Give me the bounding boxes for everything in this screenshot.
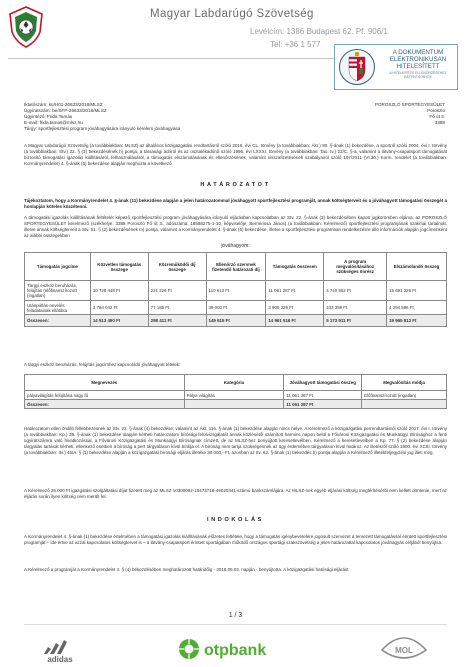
column-header: Közvetlen támogatás összege — [90, 253, 148, 281]
table-cell: Tárgyi eszköz beruházás, felújítás (előfinanszírozott (ingatlan) — [25, 281, 91, 301]
recipient-postcode: 3388 — [434, 120, 445, 126]
items-intro: A tárgyi eszköz beruházás, felújítás jogcímhez kapcsolódó jóváhagyott tételek: — [24, 362, 181, 367]
table-cell: 11 061 287 Ft — [284, 391, 362, 400]
subject-line: Tárgy: sportfejlesztési program jóváhagyására irányuló kérelem jóváhagyása — [24, 126, 181, 132]
decision-notice: Tájékoztatom, hogy a Kormányrendelet 4. §-ának (11) bekezdése alapján a jelen határozatommal jóváhagyott sportfejlesztési programját, annak költségterveit és a jóváhagyott támogatási összegét a honlapján köteles közzétenni. — [24, 198, 447, 210]
reasoning-paragraph-1: A Kormányrendelet 4. §-ának (1) bekezdése értelmében a támogatási igazolás kiállításának előzetes feltétele, hogy a támogatás igénybevételére jogosult szervezet a tervezett támogatással érintett sportfejlesztési programját – ide értve az azzal kapcsolatos költségtervet is – a látvány-csapatsport érintett sportágában működő országos sportági szakszövetség a jelen határozattal kapcsolatos jóváhagyás céljából benyújtsa. — [24, 534, 447, 546]
table-cell: Összesen: — [25, 315, 91, 327]
approved-amounts-table — [24, 252, 447, 327]
table-cell: 11 061 287 Ft — [284, 400, 362, 409]
table-cell: 4 294 586 Ft — [387, 301, 447, 315]
table-cell: 19 965 812 Ft — [387, 315, 447, 327]
header-divider — [8, 58, 334, 59]
column-header: Megnevezés — [25, 375, 185, 391]
table-cell: 4 740 552 Ft — [324, 281, 387, 301]
svg-text:adidas: adidas — [47, 655, 73, 664]
table-cell: 298 411 Ft — [148, 315, 206, 327]
table-cell: 39 002 Ft — [206, 301, 266, 315]
table-cell: pályavilágítás felújítása nagy fű — [25, 391, 185, 400]
page-number: 1 / 3 — [228, 612, 243, 619]
reasoning-title: INDOKOLÁS — [207, 517, 264, 523]
column-header: Megvalósítás módja — [362, 375, 447, 391]
column-header: Közreműködői díj összege — [148, 253, 206, 281]
table-header-row — [25, 375, 447, 391]
svg-text:MOL: MOL — [395, 646, 413, 655]
svg-text:otpbank: otpbank — [204, 642, 267, 659]
approved-label: jóváhagyom: — [221, 243, 250, 249]
table-cell: 14 961 516 Ft — [266, 315, 324, 327]
table-cell: 11 061 287 Ft — [266, 281, 324, 301]
column-header: Kategória — [184, 375, 284, 391]
decision-paragraph: A támogatási igazolás kiállításának feltételét képező sportfejlesztési program jóváhagyására irányuló eljárásban kapcsolatban az Stv. 22. §-ának (3) bekezdésében kapott jogkörömben eljárva, az POROSZLÓ SPORTEGYESÜLET kérelmező (székhelye: 3388 Poroszló Fő út 3., adószáma: 18588275-1-10, képviselője: Bernerissa János) (a továbbiakban: Kérelmező) sportfejlesztési programjának szakmai tartalmát, illetve annak költségterveit a Stv. 51. § (2) bekezdésének m) pontja, valamint a Kormányrendelet 4. §-ának (5) bekezdése, illetve a sportfejlesztési programban rendelkezésre álló információk alapján jogcímenként az alábbi összegekben — [24, 215, 447, 239]
table-cell: 149 615 Ft — [206, 315, 266, 327]
coat-of-arms-icon — [338, 48, 376, 86]
table-cell: 221 226 Ft — [148, 281, 206, 301]
fee-paragraph: A Kérelmező 25.000 Ft igazgatási szolgáltatási díjat fizetett meg az MLSZ 10300002-10473718-49020341 számú bankszámlájára. Az MLSZ-nek egyéb eljárási költség megtérítésérõl nem kellett döntenie, mert az eljárás során ilyen költség nem merült fel. — [24, 488, 447, 500]
intro-paragraph: A Magyar Labdarúgó Szövetség (a továbbiakban: MLSZ) az általános közigazgatási rendtartásról szóló 2016. évi CL. törvény (a továbbiakban: Ákr.) 80. §-ának (1) bekezdése, a sportról szóló 2004. évi I. törvény (a továbbiakban: Stv.) 22. § (3) bekezdésének h) pontja, a társasági adóról és az osztalékadóról szóló 1996. évi LXXXI. törvény (a továbbiakban: Tao. tv.) 22/C. §-a, valamint a látvány-csapatsport támogatását biztosító támogatási igazolás kiállításáról, felhasználásáról, a támogatás elszámolásának és ellenőrzésének, valamint visszafizetésének szabályairól szóló 107/2011 (VI.30.) Korm. rendelet (a továbbiakban: Kormányrendelet) 4. §-ának (5) bekezdése alapján meghozta a következő — [24, 143, 447, 167]
column-header: Támogatás jogcíme — [25, 253, 91, 281]
case-officer: Ügyintéző: Frida Tamás — [24, 114, 73, 120]
column-header: A program megvalósításához szükséges önrész — [324, 253, 387, 281]
table-cell: 14 513 490 Ft — [90, 315, 148, 327]
organization-name: Magyar Labdarúgó Szövetség — [150, 8, 314, 20]
table-total-row — [25, 400, 447, 409]
table-cell: Előfinanszírozott (ingatlan) — [362, 391, 447, 400]
reference-details — [24, 102, 254, 132]
column-header: Ellenőrző szervnek fizetendő határozati díj — [206, 253, 266, 281]
contact-email[interactable]: E-mail: frida.tamas@mlsz.hu — [24, 120, 83, 126]
case-number: Ügyiratszám: be/SFP-26633/2018/MLSZ — [24, 108, 107, 114]
table-cell: Összesen: — [25, 400, 185, 409]
authentication-stamp[interactable] — [334, 44, 458, 90]
column-header: Jóváhagyott támogatási összeg — [284, 375, 362, 391]
table-cell: 110 613 Ft — [206, 281, 266, 301]
table-cell: 3 784 042 Ft — [90, 301, 148, 315]
adidas-logo — [30, 640, 90, 664]
footer-divider — [24, 624, 447, 625]
table-row — [25, 301, 447, 315]
table-row — [25, 281, 447, 301]
table-cell — [362, 400, 447, 409]
decision-title: HATÁROZATOT — [200, 182, 271, 188]
recipient-name: POROSZLÓ SPORTEGYESÜLET — [374, 102, 445, 107]
otpbank-logo — [177, 635, 297, 663]
table-header-row — [25, 253, 447, 281]
table-cell: 77 185 Ft — [148, 301, 206, 315]
reasoning-paragraph-2: A Kérelmező a programját a Kormányrendelet 4. § (4) bekezdésében meghatározott határidőig - 2018.05.02. napján - benyújtotta. A közigazgatási hatósági eljárást — [24, 567, 349, 572]
table-cell: 5 173 911 Ft — [324, 315, 387, 327]
organization-address: Levélcím: 1386 Budapest 62. Pf. 906/1 — [250, 27, 388, 36]
table-cell: 15 691 226 Ft — [387, 281, 447, 301]
table-cell: Utánpótlás-nevelés feladatainak ellátása — [25, 301, 91, 315]
table-total-row — [25, 315, 447, 327]
mol-logo — [378, 632, 430, 664]
organization-phone: Tel: +36 1 577 — [270, 40, 321, 49]
table-cell: 3 900 229 Ft — [266, 301, 324, 315]
table-cell: Pálya világítás — [184, 391, 284, 400]
stamp-verify-link[interactable]: A HITELESÍTÉS ELLENŐRZÉSÉHEZ KATTINTSON IDE — [389, 71, 447, 80]
mlsz-logo — [8, 6, 44, 48]
reference-number: Iktatószám: kü/H01-26633/2018/MLSZ — [24, 102, 103, 107]
table-cell: 10 729 448 Ft — [90, 281, 148, 301]
recipient-city: Poroszló — [427, 108, 445, 114]
column-header: Támogatás összesen — [266, 253, 324, 281]
column-header: Elszámolandó összeg — [387, 253, 447, 281]
table-cell: 433 359 Ft — [324, 301, 387, 315]
stamp-title: A DOKUMENTUM ELEKTRONIKUSAN HITELESÍTETT — [389, 49, 447, 70]
recipient-address — [340, 102, 445, 126]
approved-items-table — [24, 374, 447, 409]
table-cell — [184, 400, 284, 409]
recipient-street: Fő út 3. — [429, 114, 445, 120]
appeal-paragraph: Határozatom ellen önálló fellebbezésnek az Stv. 22. §-ának (4) bekezdése, valamint az Ákr. 116. §-ának (1) bekezdése alapján nincs helye. A Kérelmező a közigazgatási perrendtartásról szóló 2017. évi I. törvény (a továbbiakban: Kp.) 39. §-ának (1) bekezdése alapján kérheti határozatom bírósági felülvizsgálatát annak közlésétől számított harminc napon belül a Fővárosi Közigazgatási és Munkaügyi Bírósághoz a fenti ügyiratszámra való hivatkozással, a Fővárosi Közigazgatási és Munkaügyi Bíróságnak címzett, de az MLSZ-hez benyújtott keresetlevélben. Kérelmező a keresetlevélben a Kp. 77. § (2) bekezdése alapján tárgyalás tartását kérheti, ellenkező esetben a bíróság a pert tárgyaláson kívül bírálja el. A bíróság nem tartja szükségesnek az ügy érdemében tárgyaláson kívül határoz. Az illetékről szóló 1990. évi XCIII. törvény (a továbbiakban: Itv.) 45/A. § (1) bekezdése alapján a közigazgatási bírósági eljárás illetéke 30.000,- Ft, azonban az Itv. 62. §-ának (1) bekezdés h) pontja alapján a Kérelmező illetékfeljegyzési jog illeti meg. — [24, 426, 447, 456]
table-row — [25, 391, 447, 400]
